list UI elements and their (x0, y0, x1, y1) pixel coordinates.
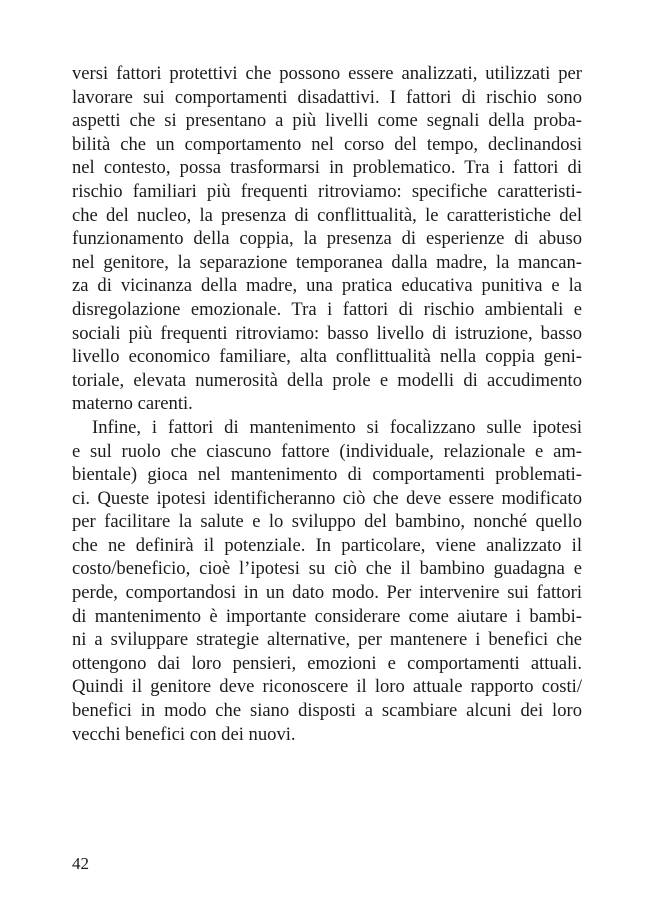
text-line: funzionamento della coppia, la presenza di esperienze di abuso (72, 228, 582, 250)
text-line: perde, comportandosi in un dato modo. Per intervenire sui fattori (72, 582, 582, 604)
text-line: benefici in modo che siano disposti a scambiare alcuni dei loro (72, 700, 582, 722)
text-line: bilità che un comportamento nel corso del tempo, declinandosi (72, 133, 582, 155)
text-line: vecchi benefici con dei nuovi. (72, 723, 296, 745)
page-number: 42 (72, 854, 89, 873)
paragraph-risk-factors (72, 62, 582, 416)
text-line: e sul ruolo che ciascuno fattore (individuale, relazionale e am- (72, 440, 582, 462)
text-line: toriale, elevata numerosità della prole e modelli di accudimento (72, 369, 582, 391)
paragraph-maintenance-factors (72, 416, 582, 746)
text-line: lavorare sui comportamenti disadattivi. I fattori di rischio sono (72, 86, 582, 108)
text-line: di mantenimento è importante considerare come aiutare i bambi- (72, 605, 582, 627)
text-line: Quindi il genitore deve riconoscere il loro attuale rapporto costi/ (72, 676, 582, 698)
text-line: za di vicinanza della madre, una pratica educativa punitiva e la (72, 275, 582, 297)
body-text (72, 62, 582, 746)
text-line: versi fattori protettivi che possono essere analizzati, utilizzati per (72, 63, 582, 84)
text-line: che ne definirà il potenziale. In particolare, viene analizzato il (72, 534, 582, 556)
text-line: ni a sviluppare strategie alternative, per mantenere i benefici che (72, 629, 582, 651)
text-line: ottengono dai loro pensieri, emozioni e comportamenti attuali. (72, 652, 582, 674)
text-line: livello economico familiare, alta conflittualità nella coppia geni- (72, 346, 582, 368)
text-line: sociali più frequenti ritroviamo: basso livello di istruzione, basso (72, 322, 582, 344)
text-line: materno carenti. (72, 393, 193, 415)
text-line: bientale) gioca nel mantenimento di comportamenti problemati- (72, 464, 582, 486)
text-line: disregolazione emozionale. Tra i fattori di rischio ambientali e (72, 298, 582, 320)
text-line: aspetti che si presentano a più livelli come segnali della proba- (72, 110, 582, 132)
text-line: per facilitare la salute e lo sviluppo del bambino, nonché quello (72, 511, 582, 533)
text-line: Infine, i fattori di mantenimento si focalizzano sulle ipotesi (92, 416, 582, 438)
text-line: rischio familiari più frequenti ritroviamo: specifiche caratteristi- (72, 180, 582, 202)
text-line: nel genitore, la separazione temporanea dalla madre, la mancan- (72, 251, 582, 273)
text-line: ci. Queste ipotesi identificheranno ciò che deve essere modificato (72, 487, 582, 509)
text-line: nel contesto, possa trasformarsi in problematico. Tra i fattori di (72, 157, 582, 179)
text-line: costo/beneficio, cioè l’ipotesi su ciò che il bambino guadagna e (72, 558, 582, 580)
text-line: che del nucleo, la presenza di conflittualità, le caratteristiche del (72, 204, 582, 226)
